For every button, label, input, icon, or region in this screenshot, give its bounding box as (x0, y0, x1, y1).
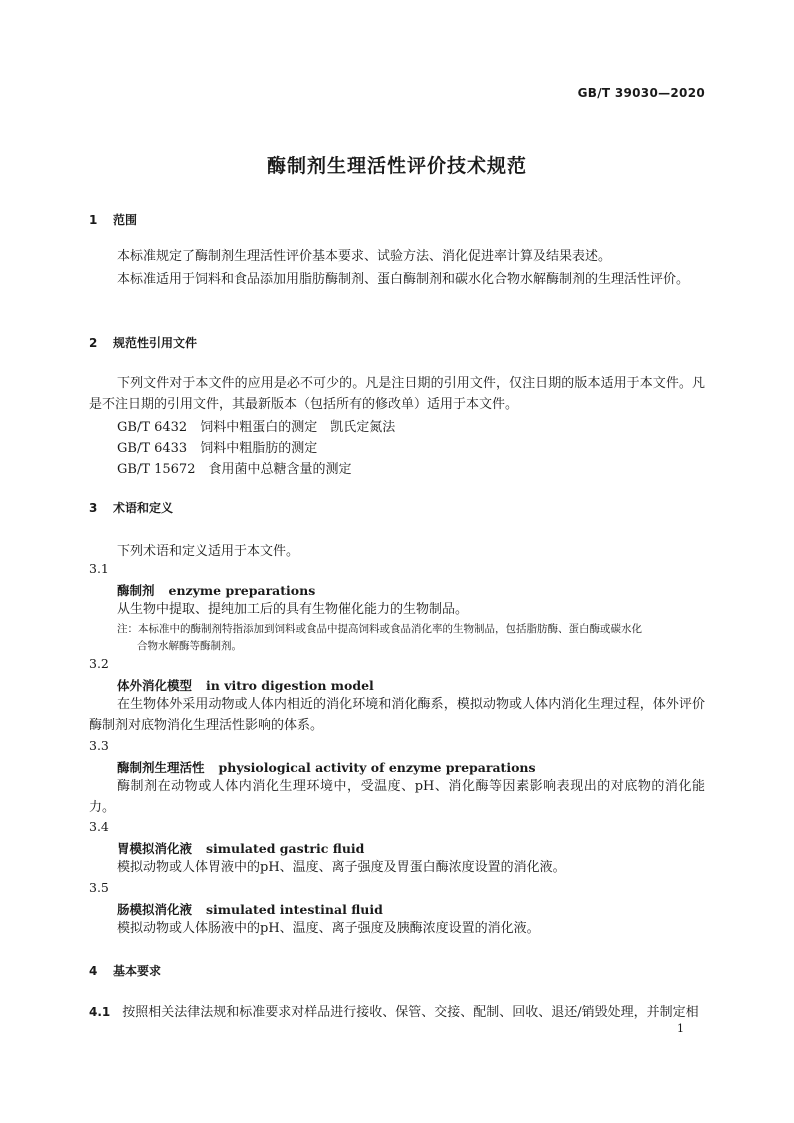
term-heading (117, 581, 315, 599)
terms-intro: 下列术语和定义适用于本文件。 (117, 544, 300, 559)
term-definition: 模拟动物或人体胃液中的pH、温度、离子强度及胃蛋白酶浓度设置的消化液。 (117, 860, 566, 875)
term-heading (117, 676, 374, 694)
note-line: 注：本标准中的酶制剂特指添加到饲料或食品中提高饲料或食品消化率的生物制品，包括脂肪酶、蛋白酶或碳水化 (117, 623, 642, 635)
section-number: 2 (89, 336, 98, 350)
term-english: physiological activity of enzyme preparations (218, 760, 536, 775)
clause-text: 按照相关法律法规和标准要求对样品进行接收、保管、交接、配制、回收、退还/销毁处理，并制定相 (122, 1005, 699, 1020)
term-definition: 在生物体外采用动物或人体内相近的消化环境和消化酶系，模拟动物或人体内消化生理过程，体外评价酶制剂对底物消化生理活性影响的体系。 (89, 697, 705, 733)
scope-paragraph-1: 本标准规定了酶制剂生理活性评价基本要求、试验方法、消化促进率计算及结果表述。 (117, 249, 612, 264)
term-definition: 从生物中提取、提纯加工后的具有生物催化能力的生物制品。 (117, 602, 469, 617)
term-definition: 模拟动物或人体肠液中的pH、温度、离子强度及胰酶浓度设置的消化液。 (117, 921, 540, 936)
section-title: 基本要求 (113, 964, 162, 978)
term-note (117, 621, 705, 655)
note-line: 合物水解酶等酶制剂。 (137, 640, 242, 652)
term-heading (117, 900, 383, 918)
clause-number: 4.1 (89, 1005, 111, 1019)
clause-4-1 (89, 1001, 705, 1020)
standard-number: GB/T 39030—2020 (577, 86, 705, 100)
term-chinese: 酶制剂生理活性 (117, 760, 205, 775)
section-number: 3 (89, 501, 98, 515)
scope-paragraph-2: 本标准适用于饲料和食品添加用脂肪酶制剂、蛋白酶制剂和碳水化合物水解酶制剂的生理活性评价。 (117, 272, 690, 287)
term-english: in vitro digestion model (206, 678, 374, 693)
term-number: 3.4 (89, 819, 109, 834)
term-chinese: 肠模拟消化液 (117, 902, 193, 917)
references-paragraph: 下列文件对于本文件的应用是必不可少的。凡是注日期的引用文件，仅注日期的版本适用于本文件。凡是不注日期的引用文件，其最新版本（包括所有的修改单）适用于本文件。 (89, 376, 705, 412)
term-number: 3.3 (89, 738, 109, 753)
section-number: 4 (89, 964, 98, 978)
reference-item: GB/T 6432 饲料中粗蛋白的测定 凯氏定氮法 (117, 420, 396, 435)
term-english: simulated intestinal fluid (206, 902, 383, 917)
document-title: 酶制剂生理活性评价技术规范 (266, 155, 527, 177)
term-heading (117, 758, 536, 776)
reference-item: GB/T 6433 饲料中粗脂肪的测定 (117, 441, 318, 456)
section-title: 范围 (113, 213, 138, 227)
section-2-heading (89, 334, 197, 351)
term-number: 3.1 (89, 561, 109, 576)
section-number: 1 (89, 213, 98, 227)
term-english: enzyme preparations (168, 583, 316, 598)
term-number: 3.5 (89, 880, 109, 895)
section-1-heading (89, 211, 137, 228)
term-english: simulated gastric fluid (206, 841, 365, 856)
page-number: 1 (677, 1022, 684, 1035)
reference-item: GB/T 15672 食用菌中总糖含量的测定 (117, 462, 352, 477)
term-chinese: 酶制剂 (117, 583, 155, 598)
term-heading (117, 839, 364, 857)
term-chinese: 胃模拟消化液 (117, 841, 193, 856)
term-number: 3.2 (89, 656, 109, 671)
section-title: 术语和定义 (113, 501, 174, 515)
section-title: 规范性引用文件 (113, 336, 198, 350)
term-chinese: 体外消化模型 (117, 678, 193, 693)
section-3-heading (89, 499, 173, 516)
section-4-heading (89, 962, 161, 979)
term-definition: 酶制剂在动物或人体内消化生理环境中，受温度、pH、消化酶等因素影响表现出的对底物的消化能力。 (89, 779, 705, 815)
